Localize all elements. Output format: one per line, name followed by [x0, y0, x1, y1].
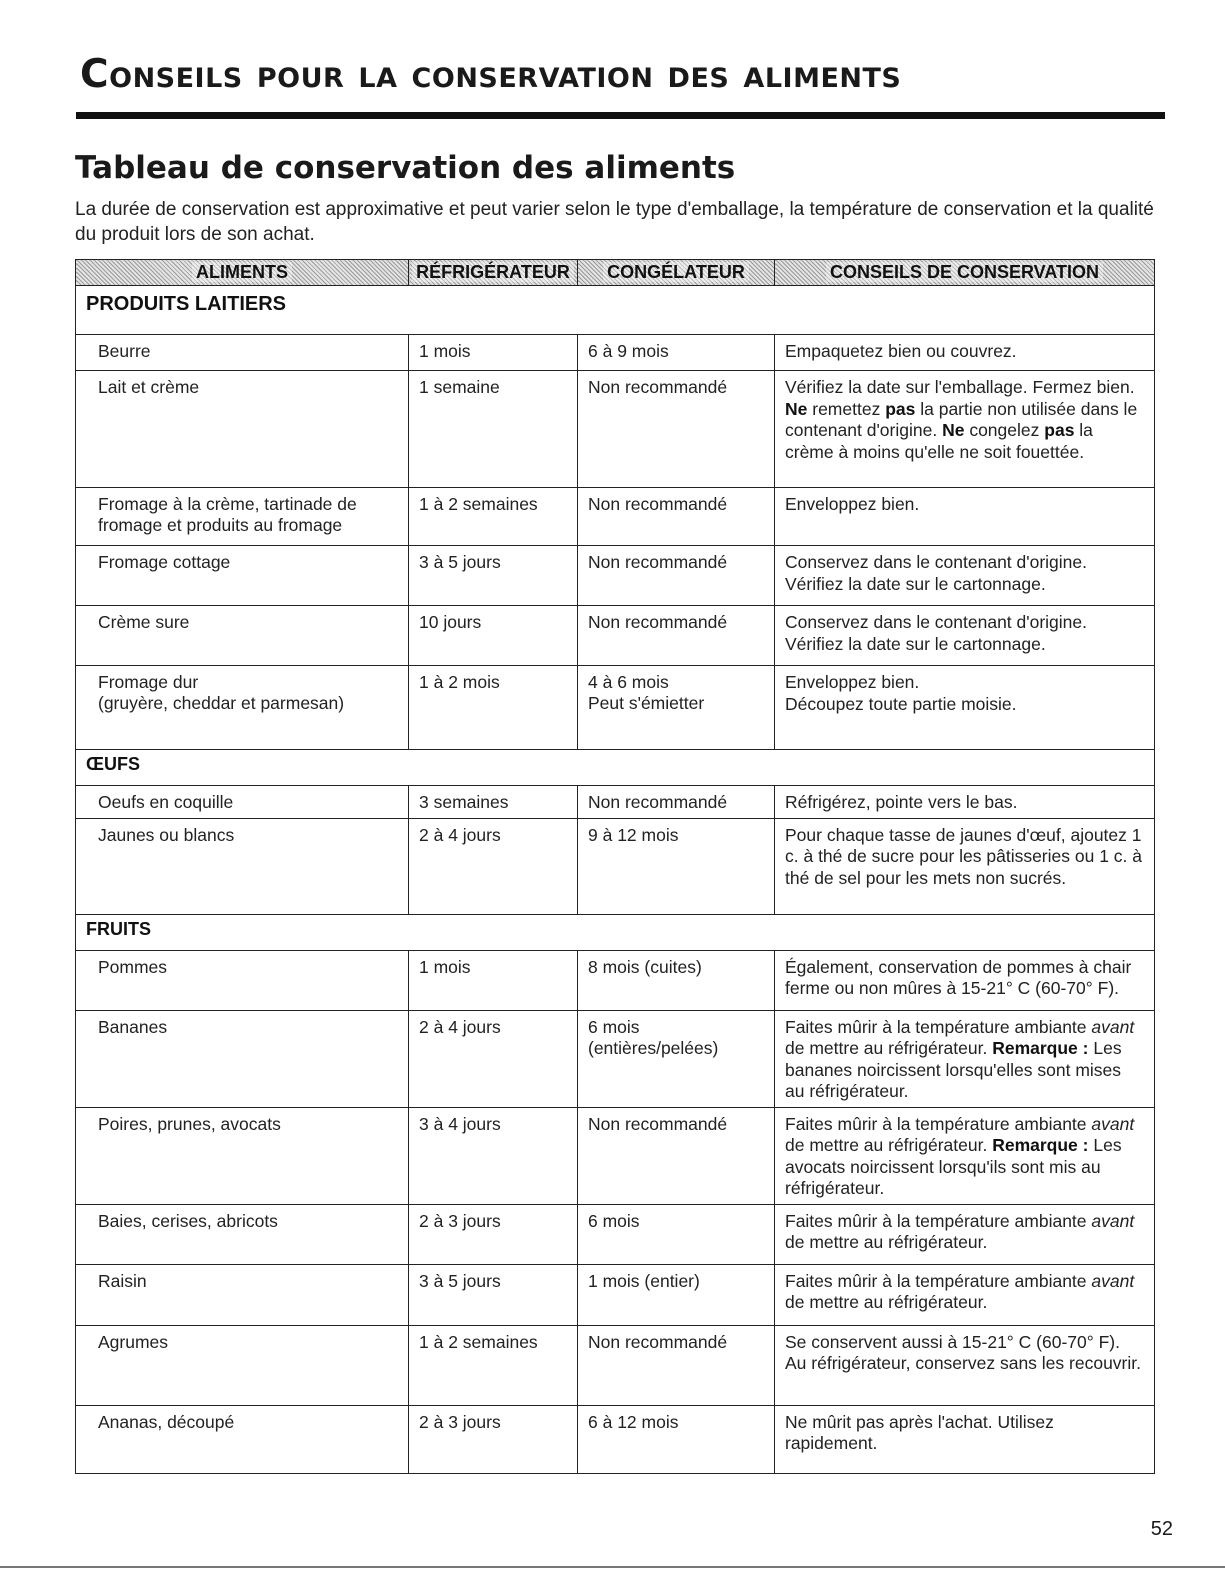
freezer-cell: 8 mois (cuites): [578, 950, 775, 1010]
table-row: [76, 335, 1155, 371]
tip-cell: Se conservent aussi à 15-21° C (60-70° F). Au réfrigérateur, conservez sans les recouvrir.: [775, 1325, 1155, 1405]
food-cell: Poires, prunes, avocats: [76, 1107, 409, 1204]
freezer-cell: Non recommandé: [578, 606, 775, 666]
category-row: [76, 750, 1155, 786]
food-cell: Fromage cottage: [76, 546, 409, 606]
table-row: [76, 666, 1155, 750]
food-cell: Jaunes ou blancs: [76, 818, 409, 914]
table-row: [76, 371, 1155, 488]
tip-cell: Empaquetez bien ou couvrez.: [775, 335, 1155, 371]
freezer-cell: 6 à 12 mois: [578, 1405, 775, 1473]
category-fruits: FRUITS: [76, 914, 1155, 950]
table-row: [76, 1010, 1155, 1107]
table-row: [76, 1107, 1155, 1204]
tip-cell: Réfrigérez, pointe vers le bas.: [775, 786, 1155, 819]
freezer-cell: 1 mois (entier): [578, 1264, 775, 1325]
freezer-cell: 6 à 9 mois: [578, 335, 775, 371]
table-header-row: [76, 260, 1155, 286]
table-row: [76, 1264, 1155, 1325]
fridge-cell: 2 à 3 jours: [409, 1204, 578, 1264]
freezer-cell: 9 à 12 mois: [578, 818, 775, 914]
fridge-cell: 1 à 2 mois: [409, 666, 578, 750]
freezer-cell: Non recommandé: [578, 488, 775, 546]
table-row: [76, 1405, 1155, 1473]
category-row: [76, 286, 1155, 335]
tip-cell: Vérifiez la date sur l'emballage. Fermez bien. Ne remettez pas la partie non utilisée dans le contenant d'origine. Ne congelez pas la crème à moins qu'elle ne soit fouettée.: [775, 371, 1155, 488]
category-dairy: PRODUITS LAITIERS: [76, 286, 1155, 335]
storage-table-wrapper: [75, 259, 1154, 1474]
table-row: [76, 950, 1155, 1010]
tip-cell: Également, conservation de pommes à chair ferme ou non mûres à 15-21° C (60-70° F).: [775, 950, 1155, 1010]
table-row: [76, 488, 1155, 546]
fridge-cell: 1 à 2 semaines: [409, 488, 578, 546]
tip-cell: Enveloppez bien.: [775, 488, 1155, 546]
food-cell: Bananes: [76, 1010, 409, 1107]
fridge-cell: 2 à 4 jours: [409, 1010, 578, 1107]
tip-cell: Faites mûrir à la température ambiante avant de mettre au réfrigérateur. Remarque : Les avocats noircissent lorsqu'ils sont mis au réfrigérateur.: [775, 1107, 1155, 1204]
tip-cell: Faites mûrir à la température ambiante avant de mettre au réfrigérateur.: [775, 1264, 1155, 1325]
table-heading: Tableau de conservation des aliments: [75, 150, 736, 186]
table-row: [76, 1325, 1155, 1405]
header-refrigerateur: RÉFRIGÉRATEUR: [409, 260, 578, 286]
fridge-cell: 1 mois: [409, 950, 578, 1010]
title-rule: [76, 112, 1165, 119]
freezer-cell: 6 mois: [578, 1204, 775, 1264]
food-cell: Fromage à la crème, tartinade de fromage et produits au fromage: [76, 488, 409, 546]
fridge-cell: 1 mois: [409, 335, 578, 371]
food-cell: Ananas, découpé: [76, 1405, 409, 1473]
tip-cell: Conservez dans le contenant d'origine. Vérifiez la date sur le cartonnage.: [775, 606, 1155, 666]
freezer-cell: 6 mois (entières/pelées): [578, 1010, 775, 1107]
freezer-cell: Non recommandé: [578, 1325, 775, 1405]
tip-cell: Conservez dans le contenant d'origine. Vérifiez la date sur le cartonnage.: [775, 546, 1155, 606]
table-row: [76, 606, 1155, 666]
fridge-cell: 3 à 5 jours: [409, 1264, 578, 1325]
storage-table: [75, 259, 1155, 1474]
freezer-cell: Non recommandé: [578, 1107, 775, 1204]
freezer-cell: Non recommandé: [578, 371, 775, 488]
freezer-cell: 4 à 6 mois Peut s'émietter: [578, 666, 775, 750]
fridge-cell: 3 semaines: [409, 786, 578, 819]
food-cell: Pommes: [76, 950, 409, 1010]
intro-paragraph: La durée de conservation est approximative et peut varier selon le type d'emballage, la température de conservation et la qualité du produit lors de son achat.: [75, 199, 1154, 245]
food-cell: Crème sure: [76, 606, 409, 666]
tip-cell: Enveloppez bien. Découpez toute partie moisie.: [775, 666, 1155, 750]
food-cell: Baies, cerises, abricots: [76, 1204, 409, 1264]
category-eggs: ŒUFS: [76, 750, 1155, 786]
table-row: [76, 546, 1155, 606]
food-cell: Raisin: [76, 1264, 409, 1325]
fridge-cell: 1 semaine: [409, 371, 578, 488]
page-number: 52: [1150, 1518, 1173, 1540]
header-conseils: CONSEILS DE CONSERVATION: [775, 260, 1155, 286]
food-cell: Beurre: [76, 335, 409, 371]
header-aliments: ALIMENTS: [76, 260, 409, 286]
category-row: [76, 914, 1155, 950]
fridge-cell: 10 jours: [409, 606, 578, 666]
fridge-cell: 1 à 2 semaines: [409, 1325, 578, 1405]
tip-cell: Ne mûrit pas après l'achat. Utilisez rapidement.: [775, 1405, 1155, 1473]
header-congelateur: CONGÉLATEUR: [578, 260, 775, 286]
tip-cell: Faites mûrir à la température ambiante avant de mettre au réfrigérateur.: [775, 1204, 1155, 1264]
fridge-cell: 2 à 4 jours: [409, 818, 578, 914]
food-cell: Agrumes: [76, 1325, 409, 1405]
table-row: [76, 786, 1155, 819]
table-row: [76, 818, 1155, 914]
freezer-cell: Non recommandé: [578, 546, 775, 606]
tip-cell: Pour chaque tasse de jaunes d'œuf, ajoutez 1 c. à thé de sucre pour les pâtisseries ou 1 c. à thé de sel pour les mets non sucrés.: [775, 818, 1155, 914]
freezer-cell: Non recommandé: [578, 786, 775, 819]
table-row: [76, 1204, 1155, 1264]
tip-cell: Faites mûrir à la température ambiante avant de mettre au réfrigérateur. Remarque : Les bananes noircissent lorsqu'elles sont mises au réfrigérateur.: [775, 1010, 1155, 1107]
food-cell: Lait et crème: [76, 371, 409, 488]
fridge-cell: 2 à 3 jours: [409, 1405, 578, 1473]
bottom-rule: [0, 1566, 1225, 1568]
fridge-cell: 3 à 4 jours: [409, 1107, 578, 1204]
food-cell: Oeufs en coquille: [76, 786, 409, 819]
fridge-cell: 3 à 5 jours: [409, 546, 578, 606]
food-cell: Fromage dur (gruyère, cheddar et parmesan): [76, 666, 409, 750]
page-title: Conseils pour la conservation des aliments: [80, 52, 902, 97]
